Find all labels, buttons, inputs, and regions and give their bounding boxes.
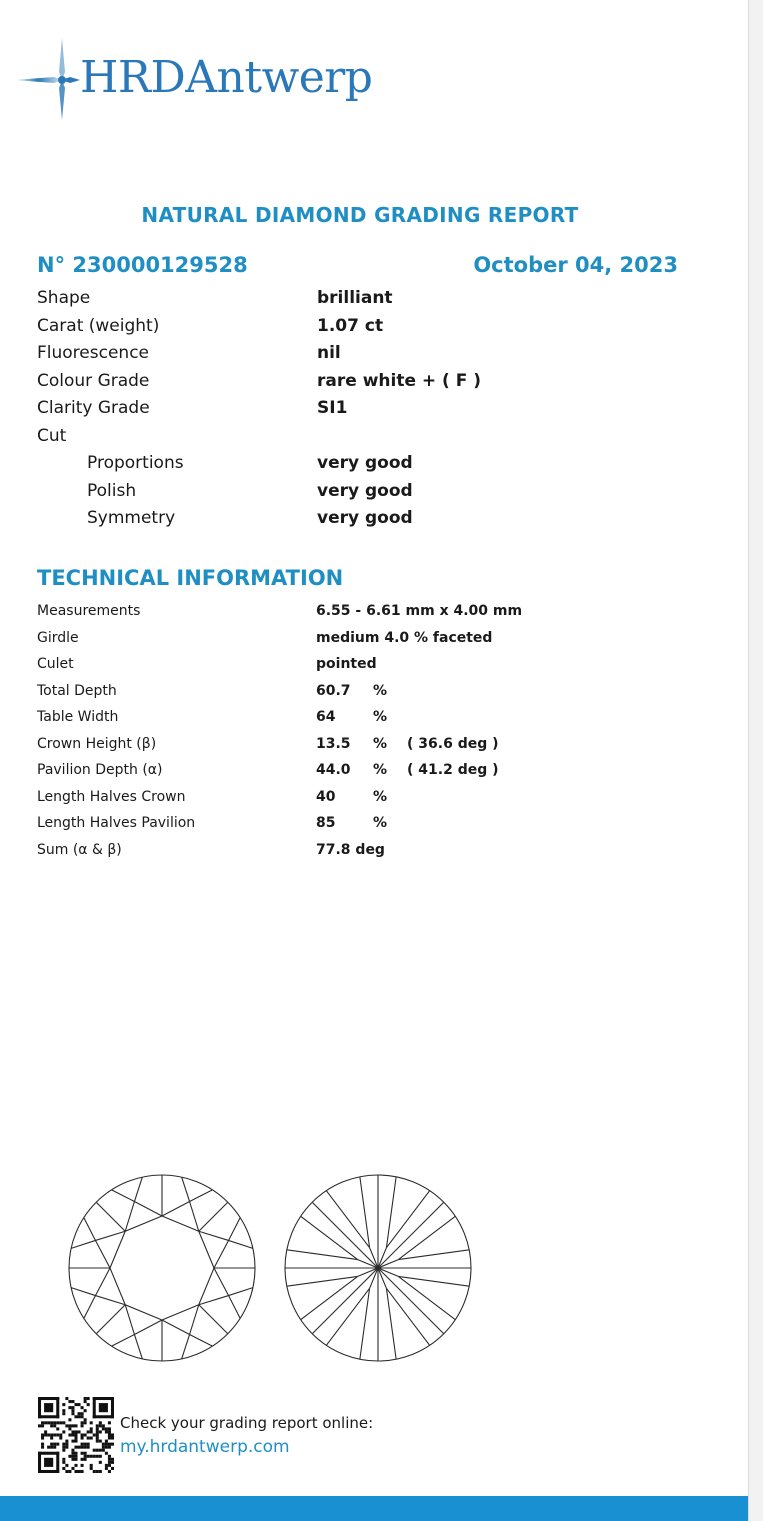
technical-row	[37, 683, 657, 710]
report-number: N° 230000129528	[37, 253, 248, 277]
grading-row	[37, 316, 637, 344]
technical-label: Length Halves Crown	[37, 788, 186, 805]
grading-row	[37, 426, 637, 454]
technical-unit: %	[373, 815, 388, 831]
grading-label: Clarity Grade	[37, 398, 150, 418]
hrd-antwerp-logo	[14, 38, 384, 128]
technical-value: pointed	[316, 656, 377, 672]
technical-row	[37, 656, 657, 683]
technical-row	[37, 789, 657, 816]
online-link[interactable]: my.hrdantwerp.com	[120, 1437, 290, 1457]
technical-label: Total Depth	[37, 682, 117, 699]
technical-title: TECHNICAL INFORMATION	[37, 566, 344, 590]
technical-unit: %	[373, 735, 388, 752]
grading-label: Colour Grade	[37, 370, 150, 391]
grading-label: Cut	[37, 425, 67, 446]
grading-value: very good	[317, 480, 413, 501]
grading-value: rare white + ( F )	[317, 370, 482, 391]
grading-row	[37, 508, 637, 536]
technical-row	[37, 736, 657, 763]
technical-row	[37, 630, 657, 657]
technical-value: 6.55 - 6.61 mm x 4.00 mm	[316, 603, 523, 619]
footer-bar	[0, 1496, 748, 1521]
technical-label: Length Halves Pavilion	[37, 815, 196, 831]
grading-row	[37, 343, 637, 371]
technical-table	[37, 603, 657, 868]
technical-label: Sum (α & β)	[37, 841, 122, 858]
technical-value: medium 4.0 % faceted	[316, 629, 493, 646]
crown-diagram	[64, 1170, 260, 1366]
grading-label: Fluorescence	[37, 343, 149, 363]
technical-value: 44.0	[316, 762, 351, 778]
grading-label: Polish	[87, 480, 137, 501]
technical-value: 13.5	[316, 735, 351, 752]
technical-label: Culet	[37, 656, 74, 672]
technical-row	[37, 603, 657, 630]
technical-unit: %	[373, 788, 388, 805]
grading-value: very good	[317, 508, 413, 528]
grading-row	[37, 288, 637, 316]
qr-code-icon[interactable]	[38, 1397, 114, 1473]
technical-unit: %	[373, 709, 388, 725]
technical-label: Pavilion Depth (α)	[37, 762, 163, 778]
grading-value: 1.07 ct	[317, 315, 384, 336]
technical-row	[37, 842, 657, 869]
grading-row	[37, 453, 637, 481]
technical-unit: %	[373, 682, 388, 699]
grading-label: Symmetry	[87, 508, 176, 528]
technical-value: 64	[316, 709, 336, 725]
grading-value: SI1	[317, 398, 348, 418]
technical-angle: ( 41.2 deg )	[407, 762, 499, 778]
technical-unit: %	[373, 762, 388, 778]
logo-text: HRDAntwerp	[80, 52, 373, 103]
technical-row	[37, 815, 657, 842]
grading-label: Proportions	[87, 453, 184, 473]
grading-row	[37, 398, 637, 426]
technical-value: 85	[316, 815, 336, 831]
grading-row	[37, 481, 637, 509]
online-check-text: Check your grading report online:	[120, 1414, 374, 1432]
pavilion-diagram	[280, 1170, 476, 1366]
technical-label: Measurements	[37, 603, 141, 619]
technical-row	[37, 709, 657, 736]
report-title: NATURAL DIAMOND GRADING REPORT	[141, 203, 579, 227]
technical-value: 60.7	[316, 682, 351, 699]
technical-label: Crown Height (β)	[37, 735, 157, 752]
technical-label: Table Width	[37, 709, 119, 725]
technical-row	[37, 762, 657, 789]
grading-label: Shape	[37, 288, 91, 308]
grading-label: Carat (weight)	[37, 315, 160, 336]
technical-value: 40	[316, 788, 336, 805]
technical-angle: ( 36.6 deg )	[407, 735, 499, 752]
report-date: October 04, 2023	[473, 253, 678, 277]
technical-label: Girdle	[37, 629, 79, 646]
technical-value: 77.8 deg	[316, 841, 385, 858]
grading-table	[37, 288, 637, 536]
grading-row	[37, 371, 637, 399]
grading-value: brilliant	[317, 288, 393, 308]
grading-value: nil	[317, 343, 341, 363]
grading-value: very good	[317, 453, 413, 473]
